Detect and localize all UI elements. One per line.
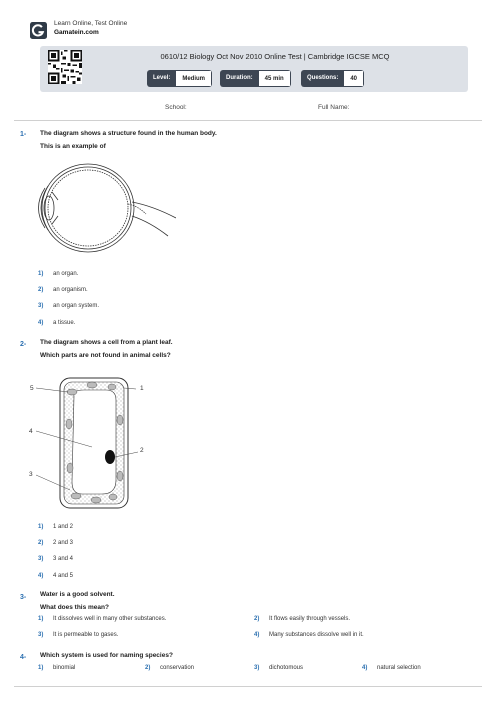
question-text: The diagram shows a cell from a plant leaf. (40, 339, 173, 346)
duration-label: Duration: (220, 70, 259, 87)
option-label[interactable]: It flows easily through vessels. (269, 616, 351, 622)
option-label[interactable]: binomial (53, 665, 76, 671)
option-number: 1) (38, 665, 44, 671)
option-number: 4) (38, 573, 44, 579)
question-text: Which parts are not found in animal cells? (40, 352, 171, 359)
diagram-label: 4 (29, 428, 33, 435)
option-label[interactable]: 1 and 2 (53, 524, 74, 530)
option-number: 1) (38, 616, 44, 622)
eye-diagram (28, 156, 176, 260)
option-label[interactable]: 3 and 4 (53, 556, 74, 562)
option-label[interactable]: a tissue. (53, 320, 76, 326)
option-label[interactable]: conservation (160, 665, 195, 671)
option-number: 3) (38, 556, 44, 562)
school-label: School: (165, 104, 187, 111)
option-label[interactable]: 2 and 3 (53, 540, 74, 546)
question-text: The diagram shows a structure found in the human body. (40, 130, 217, 137)
option-label[interactable]: an organ. (53, 271, 79, 277)
question-text: What does this mean? (40, 604, 109, 611)
duration-value: 45 min (259, 70, 291, 87)
brand-site-link[interactable]: Gamatein.com (54, 29, 99, 36)
fullname-label: Full Name: (318, 104, 350, 111)
level-label: Level: (147, 70, 176, 87)
option-number: 1) (38, 524, 44, 530)
page-title: 0610/12 Biology Oct Nov 2010 Online Test | Cambridge IGCSE MCQ (160, 52, 390, 61)
diagram-label: 1 (140, 385, 144, 392)
diagram-label: 5 (30, 385, 34, 392)
plant-cell-diagram (24, 372, 160, 512)
option-label[interactable]: It dissolves well in many other substances. (53, 616, 167, 622)
question-text: Which system is used for naming species? (40, 652, 173, 659)
brand-tagline: Learn Online, Test Online (54, 20, 128, 27)
option-label[interactable]: an organism. (53, 287, 88, 293)
gamatein-logo[interactable] (30, 22, 47, 39)
option-number: 2) (38, 540, 44, 546)
questions-label: Questions: (301, 70, 344, 87)
option-label[interactable]: an organ system. (53, 303, 100, 309)
question-text: Water is a good solvent. (40, 591, 115, 598)
level-badge (147, 70, 212, 87)
qr-code-icon (48, 50, 82, 84)
diagram-label: 2 (140, 447, 144, 454)
question-number: 2- (20, 341, 27, 348)
option-number: 3) (254, 665, 260, 671)
questions-value: 40 (344, 70, 364, 87)
option-label[interactable]: dichotomous (269, 665, 304, 671)
option-number: 4) (362, 665, 368, 671)
option-label[interactable]: Many substances dissolve well in it. (269, 632, 364, 638)
question-number: 3- (20, 594, 27, 601)
diagram-label: 3 (29, 471, 33, 478)
option-number: 4) (254, 632, 260, 638)
divider (14, 686, 482, 687)
level-value: Medium (176, 70, 212, 87)
duration-badge (220, 70, 291, 87)
question-number: 4- (20, 654, 27, 661)
option-number: 3) (38, 632, 44, 638)
questions-badge (301, 70, 364, 87)
option-label[interactable]: It is permeable to gases. (53, 632, 119, 638)
question-number: 1- (20, 131, 27, 138)
option-number: 2) (38, 287, 44, 293)
option-label[interactable]: natural selection (377, 665, 421, 671)
option-number: 4) (38, 320, 44, 326)
question-text: This is an example of (40, 143, 106, 150)
option-number: 2) (254, 616, 260, 622)
option-number: 2) (145, 665, 151, 671)
option-number: 3) (38, 303, 44, 309)
option-number: 1) (38, 271, 44, 277)
divider (14, 120, 482, 121)
option-label[interactable]: 4 and 5 (53, 573, 74, 579)
